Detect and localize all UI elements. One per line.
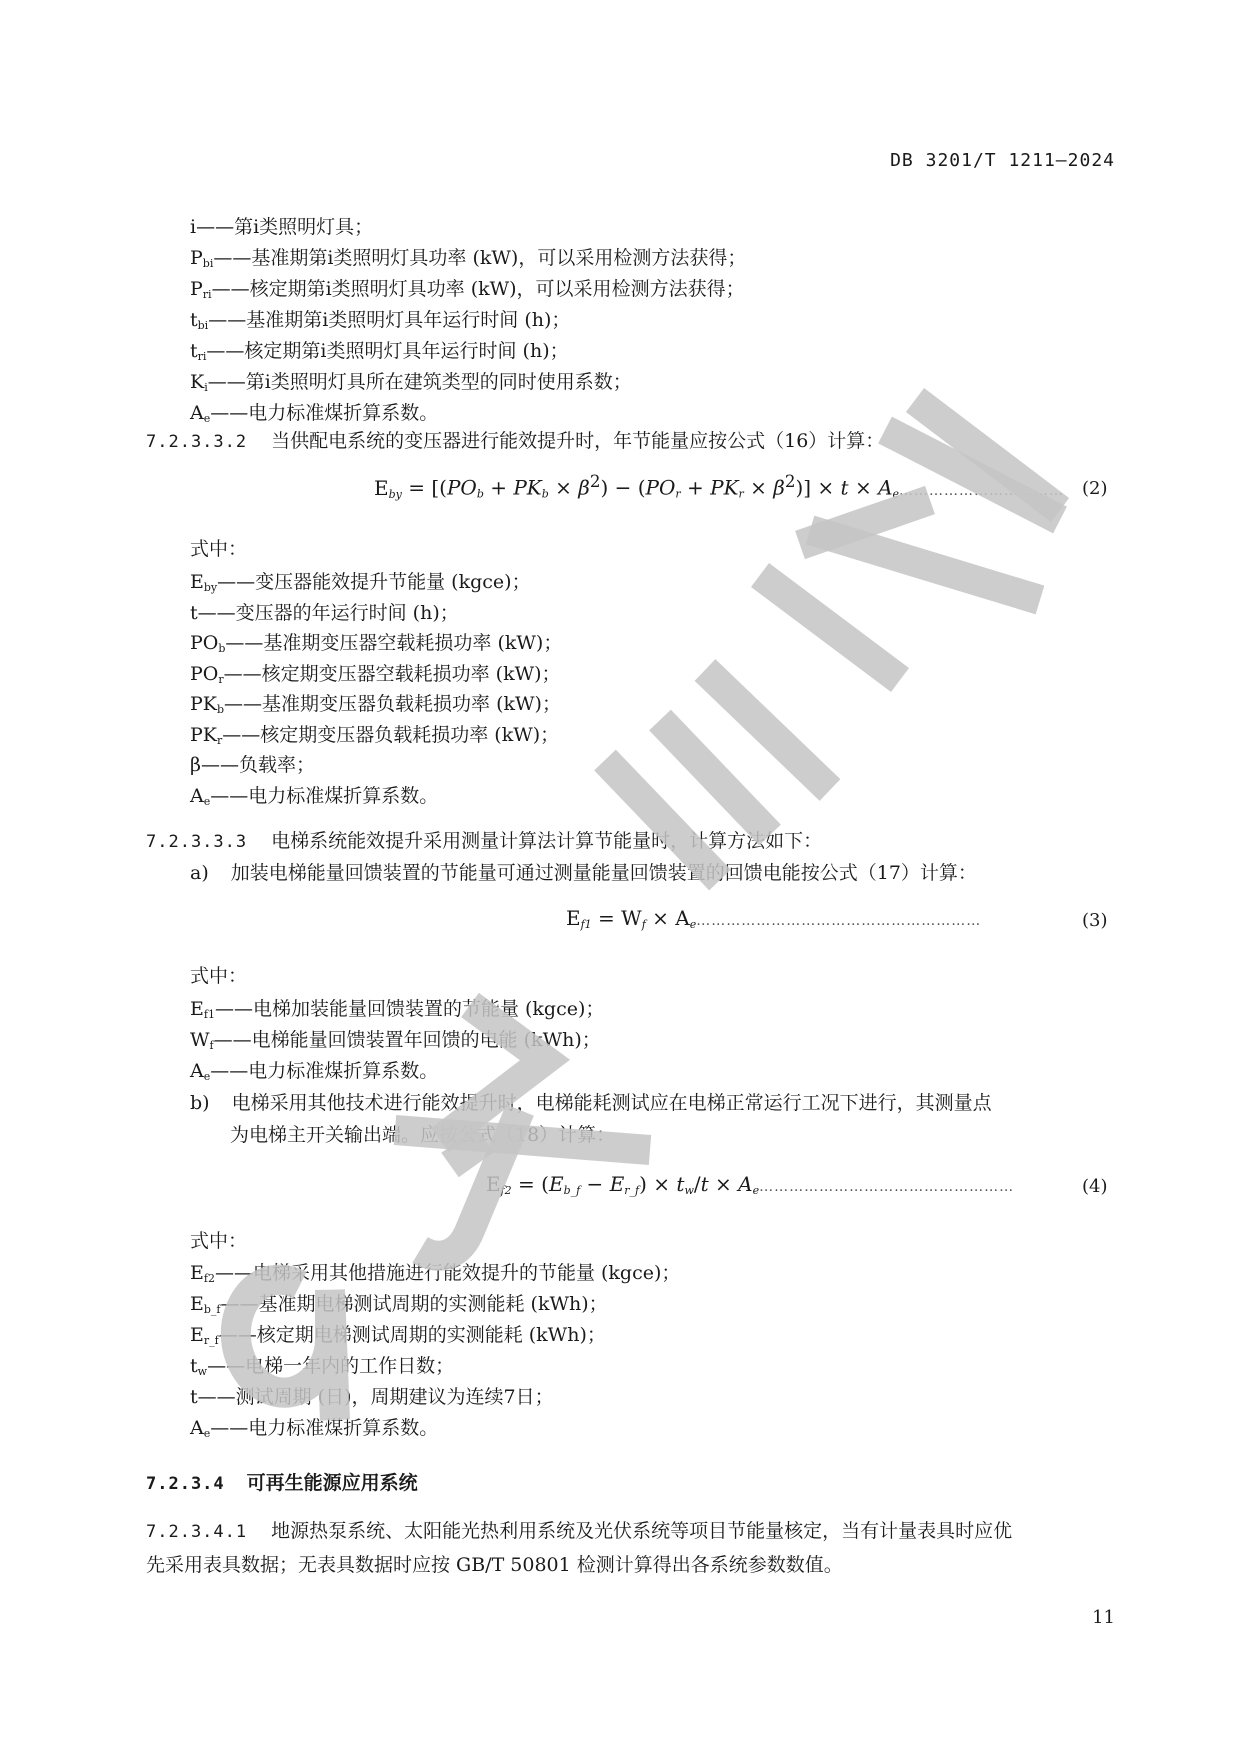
definition-symbol: t (190, 340, 198, 362)
definition-symbol: E (190, 1324, 204, 1346)
definition-text: ——测试周期 (日)，周期建议为连续7日； (197, 1386, 554, 1408)
definition-subscript: e (203, 412, 211, 425)
definition-text: ——基准期第i类照明灯具功率 (kW)，可以采用检测方法获得； (213, 247, 747, 269)
definition-row (190, 661, 561, 693)
definition-subscript: w (197, 1365, 208, 1378)
definition-symbol: PO (190, 632, 219, 654)
definition-subscript: ri (202, 288, 212, 301)
definition-subscript: b (216, 703, 225, 716)
definition-row (190, 214, 373, 246)
definition-text: ——基准期第i类照明灯具年运行时间 (h)； (208, 309, 571, 331)
item-label: a) (190, 862, 209, 884)
definition-text: ——变压器的年运行时间 (h)； (197, 601, 459, 624)
definition-symbol: t (190, 1386, 198, 1408)
definition-row (190, 569, 531, 601)
dot-leader: ………………………………………………… (696, 913, 982, 929)
dot-leader: …………………………………………… (759, 1179, 1015, 1195)
definition-text: ——核定期变压器空载耗损功率 (kW)； (223, 662, 561, 685)
definition-row (190, 996, 604, 1028)
definition-symbol: E (190, 571, 204, 593)
clause-7-2-3-4-1 (146, 1518, 1012, 1545)
definition-subscript: f1 (203, 1008, 215, 1021)
definition-symbol: PO (190, 662, 219, 685)
list-item-b-line2: 为电梯主开关输出端。应按公式（18）计算： (230, 1124, 616, 1146)
definition-text: ——电力标准煤折算系数。 (210, 1417, 439, 1439)
clause-7-2-3-4 (146, 1470, 418, 1497)
definition-text: ——电梯加装能量回馈装置的节能量 (kgce)； (214, 998, 605, 1020)
definition-subscript: f (209, 1039, 214, 1052)
definition-text: ——核定期第i类照明灯具年运行时间 (h)； (206, 340, 569, 362)
definition-text: ——负载率； (200, 754, 315, 776)
definition-row (190, 752, 315, 784)
definition-symbol: t (190, 309, 198, 331)
list-item-a (190, 860, 977, 886)
definition-text: ——核定期第i类照明灯具功率 (kW)，可以采用检测方法获得； (211, 278, 745, 300)
definition-row (190, 1415, 438, 1447)
definition-subscript: e (203, 1427, 211, 1440)
definition-symbol: A (190, 784, 204, 807)
formula-2 (374, 472, 1064, 501)
definition-symbol: W (190, 1029, 210, 1051)
definition-row (190, 1384, 554, 1416)
definition-symbol: A (190, 402, 204, 424)
definition-text: ——电力标准煤折算系数。 (210, 784, 439, 807)
page-number: 11 (1092, 1607, 1115, 1628)
definition-row (190, 276, 745, 308)
definition-text: ——基准期电梯测试周期的实测能耗 (kWh)； (220, 1293, 608, 1315)
definition-text: ——核定期变压器负载耗损功率 (kW)； (222, 723, 560, 746)
definition-text: ——电梯采用其他措施进行能效提升的节能量 (kgce)； (214, 1262, 681, 1284)
definition-text: ——电梯能量回馈装置年回馈的电能 (kWh)； (213, 1029, 601, 1051)
definition-row (190, 722, 559, 754)
formula-4 (486, 1172, 1014, 1197)
definition-subscript: i (204, 381, 208, 394)
formula-3 (566, 906, 981, 931)
formula-lhs: $E_{f1}$ (566, 906, 592, 931)
clause-7-2-3-3-3 (146, 828, 822, 855)
definition-row (190, 1322, 606, 1354)
definition-symbol: t (190, 601, 198, 624)
definition-subscript: e (203, 794, 211, 808)
definition-row (190, 1353, 454, 1385)
definition-text: ——基准期变压器负载耗损功率 (kW)； (224, 693, 561, 715)
definition-row (190, 691, 561, 723)
clause-7-2-3-3-2 (146, 428, 884, 455)
definition-row (190, 630, 562, 662)
clause-7-2-3-4-1-line2: 先采用表具数据；无表具数据时应按 GB/T 50801 检测计算得出各系统参数数值。 (146, 1554, 843, 1576)
formula-rhs: = $W_f \times A_e$ (591, 906, 697, 931)
definition-symbol: PK (190, 723, 217, 746)
standard-number: DB 3201/T 1211—2024 (890, 150, 1115, 171)
definition-subscript: by (203, 581, 218, 594)
label-shizhong: 式中： (190, 538, 248, 560)
definition-subscript: r_f (203, 1334, 219, 1347)
definition-subscript: r (216, 733, 223, 747)
definition-symbol: E (190, 998, 204, 1020)
label-shizhong: 式中： (190, 965, 248, 987)
definition-text: ——第i类照明灯具所在建筑类型的同时使用系数； (207, 371, 632, 393)
clause-text-line1: 地源热泵系统、太阳能光热利用系统及光伏系统等项目节能量核定，当有计量表具时应优 (271, 1520, 1013, 1542)
formula-lhs: $E_{f2}$ (486, 1172, 512, 1197)
definition-row (190, 1291, 608, 1323)
definition-symbol: K (190, 371, 205, 393)
definition-row (190, 600, 459, 632)
formula-rhs: = $(E_{b\_f} - E_{r\_f}) \times t_w/t \times A_e$ (511, 1172, 760, 1197)
definition-subscript: bi (197, 319, 209, 332)
formula-2-number: (2) (1082, 478, 1108, 499)
definition-text: ——电力标准煤折算系数。 (210, 1060, 439, 1082)
definition-symbol: i (190, 216, 197, 238)
definition-text: ——电力标准煤折算系数。 (210, 402, 439, 424)
definition-subscript: f2 (203, 1272, 215, 1285)
clause-number: 7.2.3.4.1 (146, 1522, 248, 1542)
definition-row (190, 338, 569, 370)
item-text: 加装电梯能量回馈装置的节能量可通过测量能量回馈装置的回馈电能按公式（17）计算： (230, 862, 977, 884)
definition-text: ——核定期电梯测试周期的实测能耗 (kWh)； (218, 1324, 606, 1346)
definition-subscript: bi (202, 257, 214, 270)
clause-text: 电梯系统能效提升采用测量计算法计算节能量时，计算方法如下： (271, 830, 823, 852)
clause-number: 7.2.3.3.2 (146, 432, 248, 452)
formula-4-number: (4) (1082, 1176, 1108, 1197)
definition-row (190, 245, 746, 277)
definition-row (190, 783, 438, 815)
clause-title: 可再生能源应用系统 (246, 1472, 418, 1494)
definition-symbol: A (190, 1060, 204, 1082)
clause-number: 7.2.3.3.3 (146, 832, 248, 852)
definition-symbol: E (190, 1293, 204, 1315)
definition-text: ——基准期变压器空载耗损功率 (kW)； (225, 632, 563, 654)
definition-subscript: b (218, 642, 226, 655)
definition-text: ——电梯一年内的工作日数； (207, 1355, 455, 1377)
definition-row (190, 307, 570, 339)
definition-subscript: e (203, 1070, 211, 1083)
definition-symbol: P (190, 278, 203, 300)
list-item-b (190, 1090, 992, 1116)
definition-subscript: ri (197, 350, 207, 363)
definition-symbol: β (190, 754, 201, 776)
definition-row (190, 1058, 438, 1090)
clause-text: 当供配电系统的变压器进行能效提升时，年节能量应按公式（16）计算： (271, 430, 885, 452)
label-shizhong: 式中： (190, 1230, 248, 1252)
definition-symbol: t (190, 1355, 198, 1377)
definition-row (190, 1260, 680, 1292)
formula-rhs: = $[(PO_b + PK_b \times \beta^2) - (PO_r + PK_r \times \beta^2)] \times t \times A_e$ (401, 472, 900, 501)
definition-subscript: r (218, 672, 224, 686)
definition-text: ——变压器能效提升节能量 (kgce)； (217, 571, 531, 593)
definition-row (190, 1027, 601, 1059)
definition-symbol: A (190, 1417, 204, 1439)
clause-number: 7.2.3.4 (146, 1474, 225, 1494)
definition-symbol: P (190, 247, 203, 269)
formula-3-number: (3) (1082, 910, 1108, 931)
definition-subscript: b_f (203, 1303, 221, 1316)
definition-row (190, 369, 632, 401)
definition-symbol: E (190, 1262, 204, 1284)
definition-text: ——第i类照明灯具； (196, 216, 374, 238)
item-text-line1: 电梯采用其他技术进行能效提升时，电梯能耗测试应在电梯正常运行工况下进行，其测量点 (231, 1092, 992, 1114)
formula-lhs: $E_{by}$ (374, 475, 402, 501)
definition-symbol: PK (190, 693, 217, 715)
item-label: b) (190, 1092, 210, 1114)
dot-leader: …………………………… (899, 482, 1065, 499)
